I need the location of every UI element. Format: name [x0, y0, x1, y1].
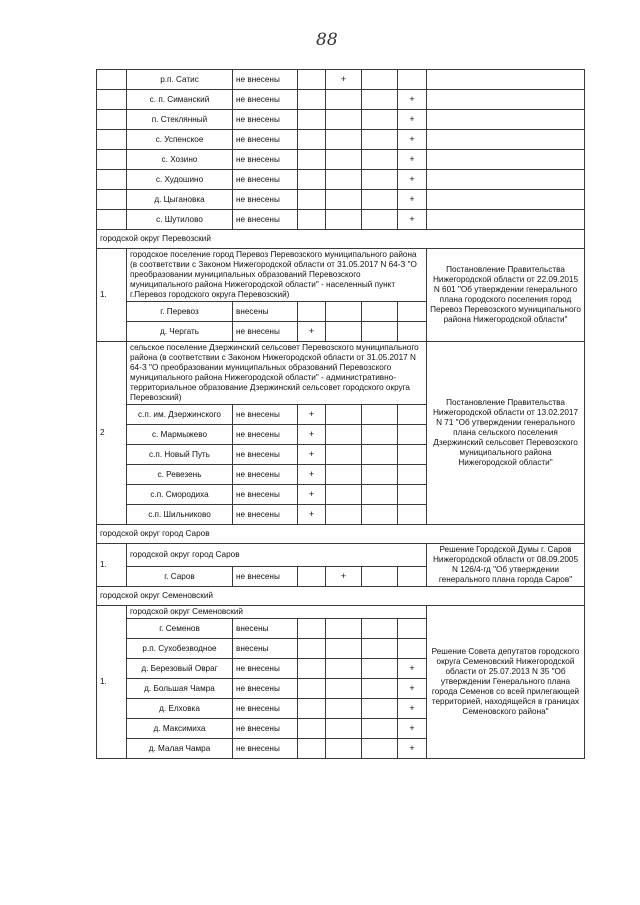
mark-cell — [326, 405, 362, 425]
mark-cell — [298, 619, 326, 639]
status-cell: не внесены — [233, 567, 298, 587]
settlement-name: д. Максимиха — [127, 719, 233, 739]
settlement-name: с. Успенское — [127, 130, 233, 150]
mark-cell — [362, 719, 398, 739]
entity-description: городское поселение город Перевоз Перевозского муниципального района (в соответствии с Законом Нижегородской области от 31.05.2017 N 64-З "О преобразовании муниципальных образований Перевозского муниципального района Нижегородской области" - населенный пункт г.Перевоз городского округа Перевозский) — [127, 249, 427, 302]
settlement-name: п. Стеклянный — [127, 110, 233, 130]
mark-cell — [326, 150, 362, 170]
empty-cell — [97, 150, 127, 170]
settlement-name: д. Большая Чамра — [127, 679, 233, 699]
mark-cell — [362, 659, 398, 679]
mark-cell — [298, 567, 326, 587]
mark-cell — [362, 190, 398, 210]
mark-cell — [398, 405, 427, 425]
settlement-name: с.п. Новый Путь — [127, 445, 233, 465]
mark-cell — [326, 170, 362, 190]
page-number: 88 — [316, 30, 338, 50]
mark-cell — [398, 485, 427, 505]
empty-cell — [97, 190, 127, 210]
mark-cell: + — [398, 210, 427, 230]
entity-row — [97, 249, 585, 302]
mark-cell — [298, 659, 326, 679]
mark-cell — [362, 302, 398, 322]
empty-cell — [427, 130, 585, 150]
mark-cell — [298, 110, 326, 130]
mark-cell: + — [298, 505, 326, 525]
table-row — [97, 210, 585, 230]
mark-cell: + — [298, 445, 326, 465]
mark-cell — [326, 210, 362, 230]
settlement-name: д. Цыгановка — [127, 190, 233, 210]
settlement-name: г. Саров — [127, 567, 233, 587]
settlement-name: д. Березовый Овраг — [127, 659, 233, 679]
mark-cell — [398, 322, 427, 342]
entity-number: 1. — [97, 544, 127, 587]
mark-cell — [298, 170, 326, 190]
mark-cell — [326, 659, 362, 679]
group-title: городской округ Перевозский — [97, 230, 585, 249]
mark-cell — [362, 465, 398, 485]
mark-cell — [326, 465, 362, 485]
mark-cell — [398, 619, 427, 639]
mark-cell: + — [398, 679, 427, 699]
settlement-name: д. Елховка — [127, 699, 233, 719]
status-cell: не внесены — [233, 170, 298, 190]
mark-cell: + — [298, 485, 326, 505]
settlement-name: с. Худошино — [127, 170, 233, 190]
table-row — [97, 70, 585, 90]
mark-cell — [298, 719, 326, 739]
mark-cell — [398, 465, 427, 485]
table-row — [97, 150, 585, 170]
mark-cell: + — [298, 405, 326, 425]
settlement-name: д. Малая Чамра — [127, 739, 233, 759]
group-title: городской округ Семеновский — [97, 587, 585, 606]
status-cell: не внесены — [233, 679, 298, 699]
mark-cell — [362, 150, 398, 170]
mark-cell — [398, 505, 427, 525]
empty-cell — [97, 70, 127, 90]
mark-cell — [326, 90, 362, 110]
status-cell: не внесены — [233, 739, 298, 759]
settlements-table — [96, 69, 585, 759]
status-cell: внесены — [233, 302, 298, 322]
mark-cell — [362, 505, 398, 525]
mark-cell — [362, 130, 398, 150]
approval-document: Решение Совета депутатов городского округа Семеновский Нижегородской области от 25.07.2013 N 35 "Об утверждении Генерального плана города Семенов со всей прилегающей территорией, находящейся в границах Семеновского района" — [427, 606, 585, 759]
mark-cell — [362, 619, 398, 639]
settlement-name: с. Ревезень — [127, 465, 233, 485]
mark-cell — [326, 110, 362, 130]
mark-cell — [362, 639, 398, 659]
mark-cell — [362, 699, 398, 719]
empty-cell — [97, 90, 127, 110]
mark-cell — [398, 567, 427, 587]
mark-cell — [298, 90, 326, 110]
group-header-row — [97, 587, 585, 606]
mark-cell — [326, 505, 362, 525]
mark-cell — [298, 150, 326, 170]
empty-cell — [427, 90, 585, 110]
settlement-name: р.п. Сухобезводное — [127, 639, 233, 659]
status-cell: не внесены — [233, 719, 298, 739]
mark-cell: + — [326, 567, 362, 587]
empty-cell — [427, 110, 585, 130]
settlement-name: г. Семенов — [127, 619, 233, 639]
mark-cell — [398, 639, 427, 659]
empty-cell — [97, 210, 127, 230]
status-cell: не внесены — [233, 110, 298, 130]
mark-cell — [298, 302, 326, 322]
status-cell: не внесены — [233, 659, 298, 679]
settlement-name: с.п. Смородиха — [127, 485, 233, 505]
mark-cell — [362, 90, 398, 110]
table-row — [97, 190, 585, 210]
mark-cell — [326, 302, 362, 322]
mark-cell: + — [398, 130, 427, 150]
entity-number: 1. — [97, 606, 127, 759]
empty-cell — [427, 190, 585, 210]
approval-document: Решение Городской Думы г. Саров Нижегородской области от 08.09.2005 N 126/4-гд "Об утверждении генерального плана города Саров" — [427, 544, 585, 587]
mark-cell — [326, 699, 362, 719]
mark-cell — [362, 567, 398, 587]
mark-cell: + — [398, 170, 427, 190]
table-body — [97, 70, 585, 759]
status-cell: не внесены — [233, 150, 298, 170]
mark-cell: + — [398, 659, 427, 679]
approval-document: Постановление Правительства Нижегородской области от 22.09.2015 N 601 "Об утверждении генерального плана городского поселения город Перевоз Перевозского муниципального района Нижегородской области" — [427, 249, 585, 342]
status-cell: внесены — [233, 619, 298, 639]
mark-cell — [362, 170, 398, 190]
mark-cell — [362, 679, 398, 699]
empty-cell — [427, 70, 585, 90]
mark-cell: + — [398, 719, 427, 739]
mark-cell: + — [398, 739, 427, 759]
mark-cell — [326, 425, 362, 445]
empty-cell — [97, 110, 127, 130]
entity-description: сельское поселение Дзержинский сельсовет Перевозского муниципального района (в соответствии с Законом Нижегородской области от 31.05.2017 N 64-З "О преобразовании муниципальных образований Перевозского муниципального района Нижегородской области" - административно-территориальное образование Дзержинский сельсовет городского округа Перевозский) — [127, 342, 427, 405]
mark-cell — [398, 425, 427, 445]
status-cell: не внесены — [233, 699, 298, 719]
entity-row — [97, 606, 585, 619]
mark-cell — [362, 210, 398, 230]
table-row — [97, 130, 585, 150]
mark-cell — [398, 445, 427, 465]
mark-cell — [362, 322, 398, 342]
table-row — [97, 110, 585, 130]
status-cell: не внесены — [233, 190, 298, 210]
group-title: городской округ город Саров — [97, 525, 585, 544]
settlement-name: с.п. Шильниково — [127, 505, 233, 525]
mark-cell — [398, 70, 427, 90]
settlement-name: г. Перевоз — [127, 302, 233, 322]
empty-cell — [427, 170, 585, 190]
empty-cell — [427, 150, 585, 170]
mark-cell — [362, 425, 398, 445]
settlement-name: р.п. Сатис — [127, 70, 233, 90]
mark-cell — [362, 485, 398, 505]
entity-description: городской округ Семеновский — [127, 606, 427, 619]
table-row — [97, 90, 585, 110]
mark-cell: + — [326, 70, 362, 90]
mark-cell: + — [298, 322, 326, 342]
mark-cell — [362, 739, 398, 759]
mark-cell: + — [398, 699, 427, 719]
status-cell: не внесены — [233, 425, 298, 445]
status-cell: не внесены — [233, 405, 298, 425]
settlement-name: с. Шутилово — [127, 210, 233, 230]
mark-cell — [362, 70, 398, 90]
entity-number: 2 — [97, 342, 127, 525]
mark-cell — [298, 210, 326, 230]
mark-cell: + — [298, 465, 326, 485]
mark-cell: + — [398, 90, 427, 110]
empty-cell — [97, 130, 127, 150]
mark-cell: + — [298, 425, 326, 445]
mark-cell — [298, 739, 326, 759]
entity-description: городской округ город Саров — [127, 544, 427, 567]
mark-cell — [326, 190, 362, 210]
status-cell: не внесены — [233, 210, 298, 230]
status-cell: не внесены — [233, 90, 298, 110]
group-header-row — [97, 230, 585, 249]
status-cell: не внесены — [233, 70, 298, 90]
mark-cell — [326, 485, 362, 505]
mark-cell — [326, 679, 362, 699]
mark-cell — [326, 322, 362, 342]
table-row — [97, 170, 585, 190]
settlement-name: с.п. им. Дзержинского — [127, 405, 233, 425]
mark-cell — [298, 190, 326, 210]
mark-cell — [326, 639, 362, 659]
entity-row — [97, 342, 585, 405]
settlement-name: с. Хозино — [127, 150, 233, 170]
mark-cell — [298, 679, 326, 699]
empty-cell — [427, 210, 585, 230]
mark-cell — [326, 130, 362, 150]
group-header-row — [97, 525, 585, 544]
status-cell: не внесены — [233, 505, 298, 525]
entity-row — [97, 544, 585, 567]
entity-number: 1. — [97, 249, 127, 342]
mark-cell: + — [398, 110, 427, 130]
settlement-name: д. Чергать — [127, 322, 233, 342]
mark-cell — [298, 639, 326, 659]
status-cell: не внесены — [233, 130, 298, 150]
mark-cell — [398, 302, 427, 322]
status-cell: не внесены — [233, 485, 298, 505]
mark-cell — [362, 110, 398, 130]
mark-cell — [298, 70, 326, 90]
mark-cell: + — [398, 150, 427, 170]
status-cell: не внесены — [233, 322, 298, 342]
mark-cell — [362, 405, 398, 425]
mark-cell — [362, 445, 398, 465]
approval-document: Постановление Правительства Нижегородской области от 13.02.2017 N 71 "Об утверждении генерального плана сельского поселения Дзержинский сельсовет Перевозского муниципального района Нижегородской области" — [427, 342, 585, 525]
status-cell: не внесены — [233, 465, 298, 485]
status-cell: внесены — [233, 639, 298, 659]
mark-cell — [326, 739, 362, 759]
status-cell: не внесены — [233, 445, 298, 465]
mark-cell — [298, 699, 326, 719]
empty-cell — [97, 170, 127, 190]
mark-cell — [326, 445, 362, 465]
mark-cell — [326, 619, 362, 639]
mark-cell — [298, 130, 326, 150]
settlement-name: с. Мармыжево — [127, 425, 233, 445]
mark-cell — [326, 719, 362, 739]
settlement-name: с. п. Симанский — [127, 90, 233, 110]
mark-cell: + — [398, 190, 427, 210]
